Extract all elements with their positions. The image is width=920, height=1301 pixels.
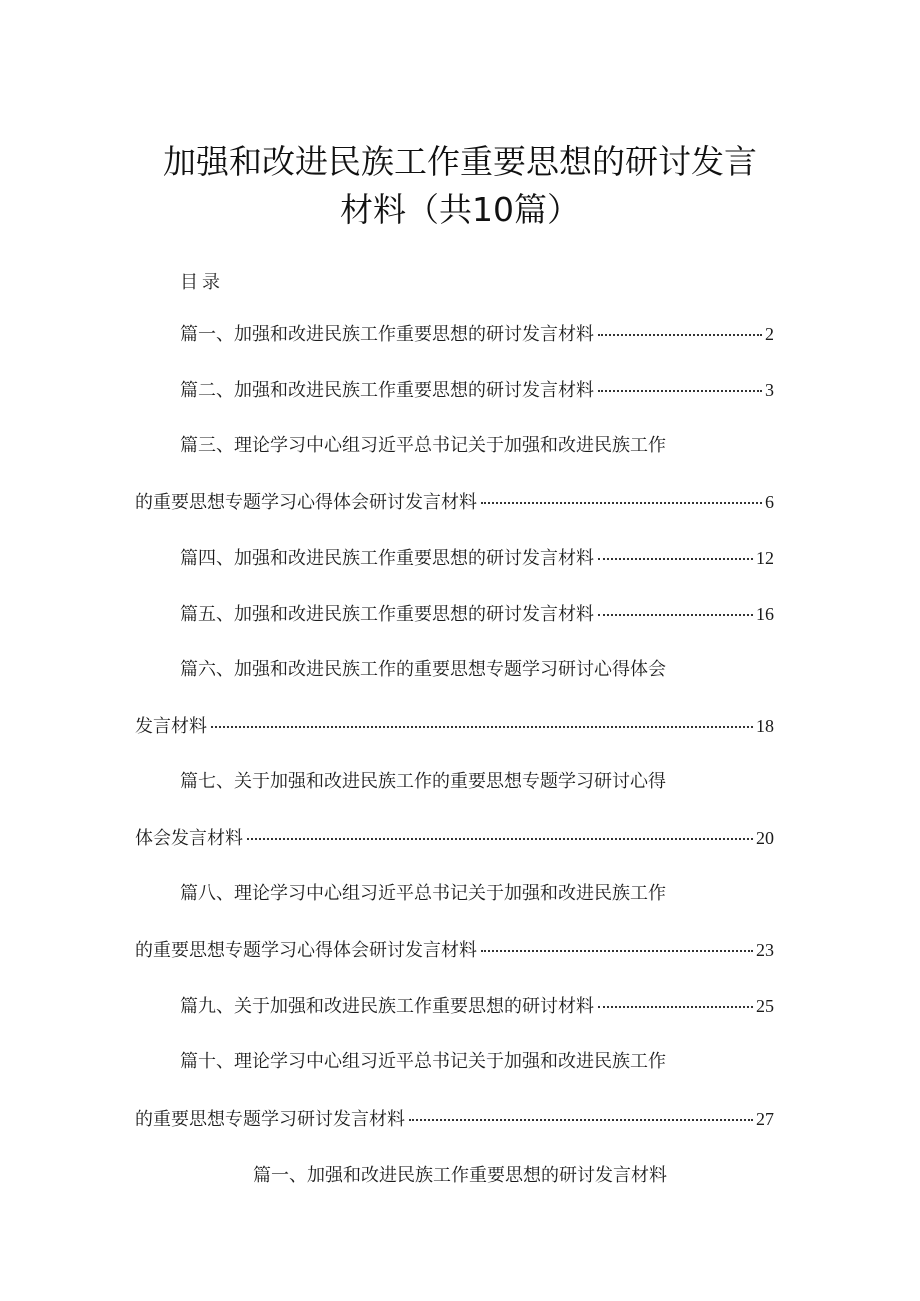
toc-heading: 目录: [180, 272, 224, 293]
toc-entry-title: 篇一、加强和改进民族工作重要思想的研讨发言材料: [180, 324, 594, 345]
toc-entry-4[interactable]: [180, 545, 774, 571]
toc-page-number: 20: [756, 828, 774, 848]
toc-leader-dots: [481, 942, 753, 952]
toc-page-number: 3: [765, 380, 774, 400]
toc-page-number: 18: [756, 716, 774, 736]
toc-leader-dots: [598, 998, 753, 1008]
toc-entry-2[interactable]: [180, 377, 774, 403]
toc-entry-5[interactable]: [180, 601, 774, 627]
toc-leader-dots: [247, 830, 753, 840]
toc-entry-7-line-1[interactable]: 篇七、关于加强和改进民族工作的重要思想专题学习研讨心得: [180, 771, 666, 792]
document-title-line-1: 加强和改进民族工作重要思想的研讨发言: [163, 142, 757, 181]
toc-page-number: 23: [756, 940, 774, 960]
toc-leader-dots: [598, 550, 753, 560]
toc-entry-6-line-1[interactable]: 篇六、加强和改进民族工作的重要思想专题学习研讨心得体会: [180, 659, 666, 680]
toc-entry-1[interactable]: [180, 321, 774, 347]
toc-entry-10[interactable]: [135, 1106, 774, 1132]
toc-page-number: 25: [756, 996, 774, 1016]
toc-leader-dots: [481, 494, 762, 504]
toc-entry-title: 发言材料: [135, 716, 207, 737]
toc-entry-title: 篇九、关于加强和改进民族工作重要思想的研讨材料: [180, 996, 594, 1017]
toc-entry-title: 的重要思想专题学习心得体会研讨发言材料: [135, 492, 477, 513]
toc-entry-title: 篇五、加强和改进民族工作重要思想的研讨发言材料: [180, 604, 594, 625]
toc-leader-dots: [598, 326, 762, 336]
toc-page-number: 12: [756, 548, 774, 568]
toc-entry-8-line-1[interactable]: 篇八、理论学习中心组习近平总书记关于加强和改进民族工作: [180, 883, 666, 904]
toc-entry-6[interactable]: [135, 713, 774, 739]
toc-page-number: 2: [765, 324, 774, 344]
toc-entry-10-line-1[interactable]: 篇十、理论学习中心组习近平总书记关于加强和改进民族工作: [180, 1051, 666, 1072]
toc-page-number: 6: [765, 492, 774, 512]
toc-entry-title: 篇二、加强和改进民族工作重要思想的研讨发言材料: [180, 380, 594, 401]
toc-page-number: 16: [756, 604, 774, 624]
document-title-line-2: 材料（共10篇）: [340, 190, 580, 229]
toc-entry-3[interactable]: [135, 489, 774, 515]
toc-entry-title: 篇四、加强和改进民族工作重要思想的研讨发言材料: [180, 548, 594, 569]
toc-entry-title: 的重要思想专题学习心得体会研讨发言材料: [135, 940, 477, 961]
toc-leader-dots: [211, 718, 753, 728]
toc-entry-9[interactable]: [180, 993, 774, 1019]
toc-leader-dots: [598, 382, 762, 392]
section-heading: 篇一、加强和改进民族工作重要思想的研讨发言材料: [253, 1165, 667, 1186]
toc-entry-title: 的重要思想专题学习研讨发言材料: [135, 1109, 405, 1130]
toc-leader-dots: [598, 606, 753, 616]
toc-page-number: 27: [756, 1109, 774, 1129]
toc-entry-3-line-1[interactable]: 篇三、理论学习中心组习近平总书记关于加强和改进民族工作: [180, 435, 666, 456]
toc-entry-8[interactable]: [135, 937, 774, 963]
toc-leader-dots: [409, 1111, 753, 1121]
toc-entry-7[interactable]: [135, 825, 774, 851]
toc-entry-title: 体会发言材料: [135, 828, 243, 849]
